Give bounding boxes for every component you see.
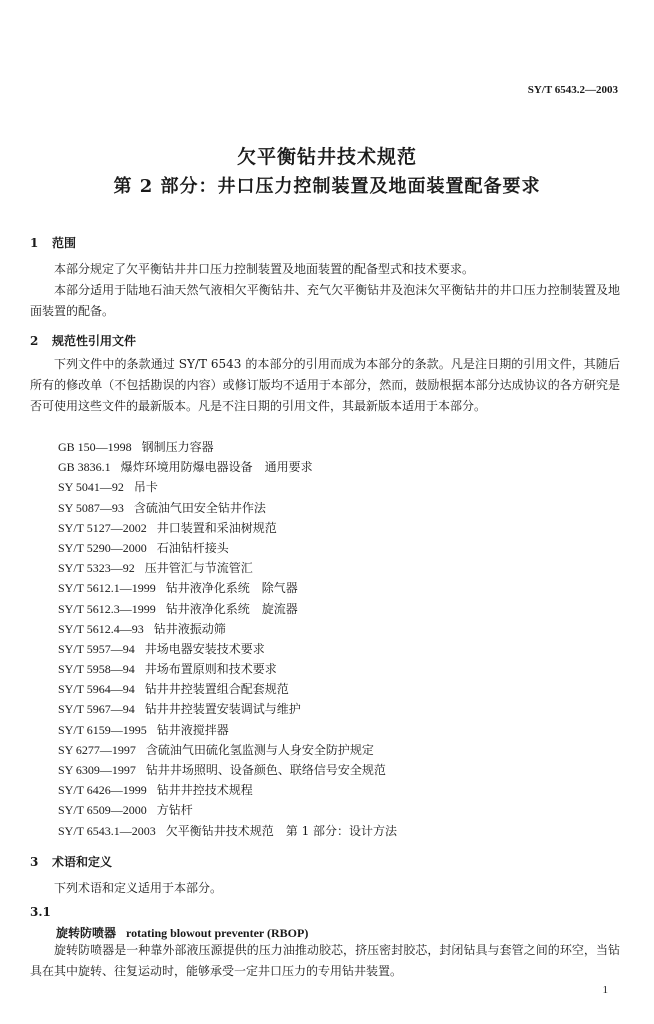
reference-code: SY/T 6426—1999 [58, 783, 147, 798]
reference-item [58, 599, 397, 619]
reference-item [58, 780, 397, 800]
reference-item [58, 558, 397, 578]
reference-item [58, 720, 397, 740]
reference-title: 钻井液振动筛 [153, 621, 226, 636]
term-definition: 旋转防喷器是一种靠外部液压源提供的压力油推动胶芯，挤压密封胶芯，封闭钻具与套管之间的环空，当钻具在其中旋转、往复运动时，能够承受一定井口压力的专用钻井装置。 [30, 943, 620, 978]
section-3-heading [30, 853, 112, 870]
page-number: 1 [602, 984, 608, 996]
reference-title: 欠平衡钻井技术规范 第 1 部分：设计方法 [165, 823, 398, 838]
reference-item [58, 518, 397, 538]
reference-title: 压井管汇与节流管汇 [144, 561, 253, 576]
reference-title: 井场电器安装技术要求 [144, 641, 265, 656]
reference-item [58, 740, 397, 760]
reference-code: SY/T 6543.1—2003 [58, 823, 156, 838]
reference-item [58, 760, 397, 780]
standard-code: SY/T 6543.2—2003 [527, 84, 618, 96]
document-subtitle: 第 2 部分：井口压力控制装置及地面装置配备要求 [113, 176, 541, 197]
normative-intro: 下列文件中的条款通过 SY/T 6543 的本部分的引用而成为本部分的条款。凡是注日期的引用文件，其随后所有的修改单（不包括勘误的内容）或修订版均不适用于本部分，然而，鼓励根据本部分达成协议的各方研究是否可使用这些文件的最新版本。凡是不注日期的引用文件，其最新版本适用于本部分。 [30, 357, 620, 413]
scope-paragraph-2: 本部分适用于陆地石油天然气液相欠平衡钻井、充气欠平衡钻井及泡沫欠平衡钻井的井口压力控制装置及地面装置的配备。 [30, 283, 620, 318]
reference-item [58, 639, 397, 659]
reference-title: 井口装置和采油树规范 [156, 520, 277, 535]
section-title: 术语和定义 [52, 855, 113, 869]
reference-title: 钻井井控装置组合配套规范 [144, 682, 289, 697]
reference-item [58, 679, 397, 699]
reference-code: SY/T 6159—1995 [58, 722, 147, 737]
reference-item [58, 821, 397, 841]
section-number: 3 [30, 855, 39, 869]
scope-paragraph-1: 本部分规定了欠平衡钻井井口压力控制装置及地面装置的配备型式和技术要求。 [54, 262, 475, 276]
reference-code: SY/T 6509—2000 [58, 803, 147, 818]
reference-item [58, 800, 397, 820]
reference-code: SY 6277—1997 [58, 742, 136, 757]
reference-code: GB 150—1998 [58, 440, 132, 454]
section-number: 1 [30, 236, 39, 250]
term-zh: 旋转防喷器 [56, 926, 117, 940]
term-en: rotating blowout preventer (RBOP) [126, 926, 309, 940]
reference-title: 钻井液搅拌器 [156, 722, 229, 737]
reference-title: 石油钻杆接头 [156, 540, 229, 555]
reference-title: 钢制压力容器 [141, 440, 214, 454]
reference-title: 含硫油气田硫化氢监测与人身安全防护规定 [145, 742, 374, 757]
reference-code: SY/T 5612.3—1999 [58, 601, 156, 616]
reference-code: SY 5087—93 [58, 500, 124, 515]
reference-code: SY/T 5290—2000 [58, 540, 147, 555]
term-heading [56, 924, 308, 941]
terms-intro: 下列术语和定义适用于本部分。 [54, 881, 223, 895]
reference-title: 钻井液净化系统 旋流器 [165, 601, 298, 616]
reference-title: 含硫油气田安全钻井作法 [133, 500, 266, 515]
section-number: 2 [30, 334, 39, 348]
reference-code: SY/T 5964—94 [58, 682, 135, 697]
document-title: 欠平衡钻井技术规范 [236, 146, 417, 168]
reference-item [58, 457, 397, 477]
reference-code: SY/T 5323—92 [58, 561, 135, 576]
reference-item [58, 659, 397, 679]
section-title: 范围 [52, 236, 77, 250]
section-title: 规范性引用文件 [52, 334, 137, 348]
section-2-heading [30, 332, 136, 349]
reference-code: SY/T 5967—94 [58, 702, 135, 717]
reference-item [58, 619, 397, 639]
reference-code: SY/T 5612.4—93 [58, 621, 144, 636]
reference-item [58, 538, 397, 558]
reference-item [58, 699, 397, 719]
term-number: 3.1 [30, 905, 51, 919]
reference-title: 吊卡 [133, 480, 158, 495]
reference-code: SY/T 5957—94 [58, 641, 135, 656]
reference-item [58, 578, 397, 598]
reference-title: 钻井液净化系统 除气器 [165, 581, 298, 596]
reference-item [58, 477, 397, 497]
reference-title: 方钻杆 [156, 803, 193, 818]
reference-item [58, 498, 397, 518]
reference-code: SY/T 5127—2002 [58, 520, 147, 535]
reference-code: SY/T 5958—94 [58, 662, 135, 677]
reference-code: SY 6309—1997 [58, 763, 136, 777]
reference-title: 钻井井控装置安装调试与维护 [144, 702, 301, 717]
reference-code: SY 5041—92 [58, 480, 124, 495]
reference-list [58, 437, 397, 841]
reference-title: 井场布置原则和技术要求 [144, 662, 277, 677]
reference-title: 爆炸环境用防爆电器设备 通用要求 [120, 460, 313, 475]
reference-code: GB 3836.1 [58, 460, 111, 475]
reference-item [58, 437, 397, 457]
reference-title: 钻井井控技术规程 [156, 783, 253, 798]
reference-title: 钻井井场照明、设备颜色、联络信号安全规范 [145, 763, 386, 777]
reference-code: SY/T 5612.1—1999 [58, 581, 156, 596]
section-1-heading [30, 234, 76, 251]
